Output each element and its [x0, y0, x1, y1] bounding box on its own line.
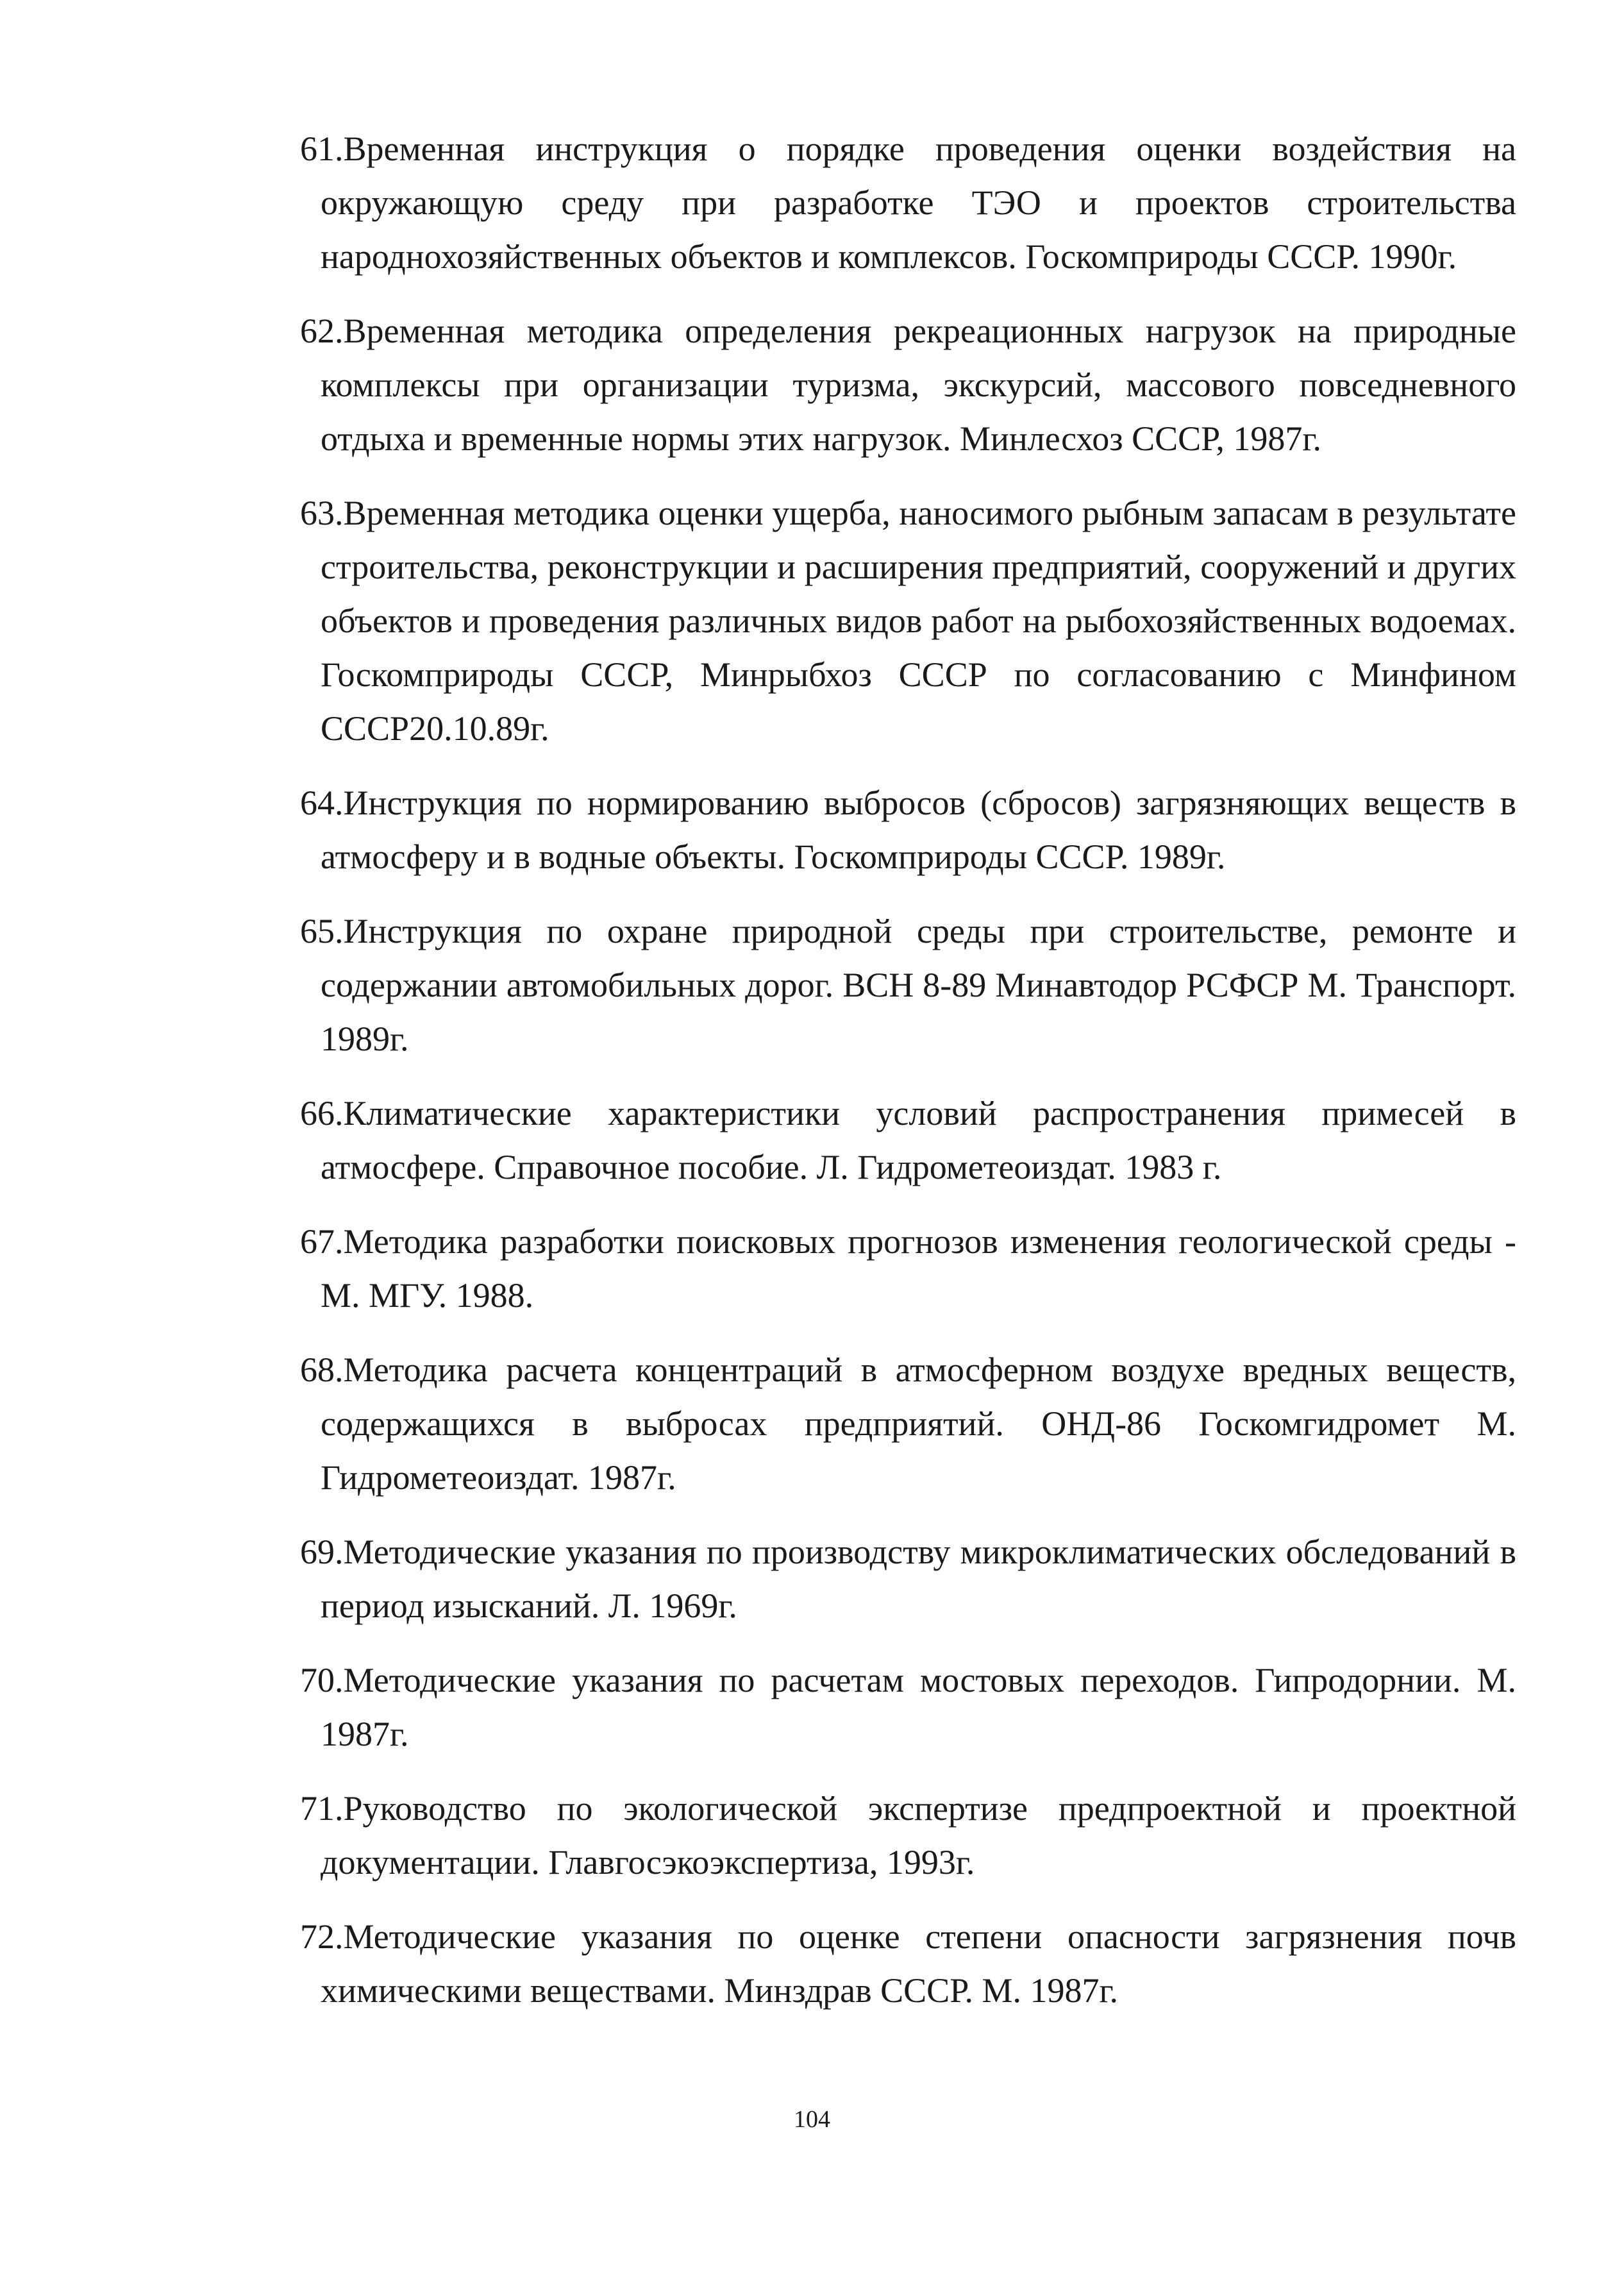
reference-text: Методические указания по оценке степени опасности загрязнения почв химическими веществами. Минздрав СССР. М. 1987г. [321, 1917, 1516, 2010]
reference-text: Методические указания по расчетам мостовых переходов. Гипродорнии. М. 1987г. [321, 1661, 1516, 1753]
page-number: 104 [794, 2106, 830, 2133]
reference-text: Методика расчета концентраций в атмосферном воздухе вредных веществ, содержащихся в выбросах предприятий. ОНД-86 Госкомгидромет М. Гидрометеоиздат. 1987г. [321, 1351, 1516, 1497]
reference-number: 65. [300, 912, 344, 950]
reference-item-61 [269, 122, 1516, 283]
reference-item-67 [269, 1215, 1516, 1322]
reference-number: 63. [300, 494, 344, 532]
reference-text: Временная инструкция о порядке проведения оценки воздействия на окружающую среду при разработке ТЭО и проектов строительства народнохозяйственных объектов и комплексов. Госкомприроды СССР. 1990г. [321, 130, 1516, 276]
reference-item-65 [269, 904, 1516, 1066]
reference-item-70 [269, 1653, 1516, 1761]
reference-item-71 [269, 1781, 1516, 1889]
reference-item-62 [269, 304, 1516, 466]
reference-text: Климатические характеристики условий распространения примесей в атмосфере. Справочное пособие. Л. Гидрометеоиздат. 1983 г. [321, 1094, 1516, 1186]
reference-text: Инструкция по охране природной среды при строительстве, ремонте и содержании автомобильных дорог. ВСН 8-89 Минавтодор РСФСР М. Транспорт. 1989г. [321, 912, 1516, 1058]
reference-text: Методические указания по производству микроклиматических обследований в период изысканий. Л. 1969г. [321, 1533, 1516, 1625]
reference-item-72 [269, 1910, 1516, 2017]
reference-text: Временная методика оценки ущерба, наносимого рыбным запасам в результате строительства, реконструкции и расширения предприятий, сооружений и других объектов и проведения различных видов работ на рыбохозяйственных водоемах. Госкомприроды СССР, Минрыбхоз СССР по согласованию с Минфином СССР20.10.89г. [321, 494, 1516, 748]
reference-number: 69. [300, 1533, 344, 1571]
reference-item-64 [269, 776, 1516, 884]
reference-item-63 [269, 486, 1516, 755]
reference-text: Инструкция по нормированию выбросов (сбросов) загрязняющих веществ в атмосферу и в водные объекты. Госкомприроды СССР. 1989г. [321, 784, 1516, 876]
reference-text: Руководство по экологической экспертизе предпроектной и проектной документации. Главгосэкоэкспертиза, 1993г. [321, 1789, 1516, 1881]
reference-item-68 [269, 1343, 1516, 1504]
reference-number: 70. [300, 1661, 344, 1699]
reference-number: 67. [300, 1222, 344, 1261]
reference-number: 66. [300, 1094, 344, 1132]
reference-text: Временная методика определения рекреационных нагрузок на природные комплексы при организации туризма, экскурсий, массового повседневного отдыха и временные нормы этих нагрузок. Минлесхоз СССР, 1987г. [321, 312, 1516, 458]
reference-list [269, 122, 1516, 2038]
reference-number: 64. [300, 784, 344, 822]
reference-item-66 [269, 1086, 1516, 1194]
reference-item-69 [269, 1525, 1516, 1633]
reference-number: 62. [300, 312, 344, 350]
reference-number: 61. [300, 130, 344, 168]
reference-number: 71. [300, 1789, 344, 1828]
reference-text: Методика разработки поисковых прогнозов изменения геологической среды - М. МГУ. 1988. [321, 1222, 1516, 1315]
reference-number: 68. [300, 1351, 344, 1389]
reference-number: 72. [300, 1917, 344, 1956]
